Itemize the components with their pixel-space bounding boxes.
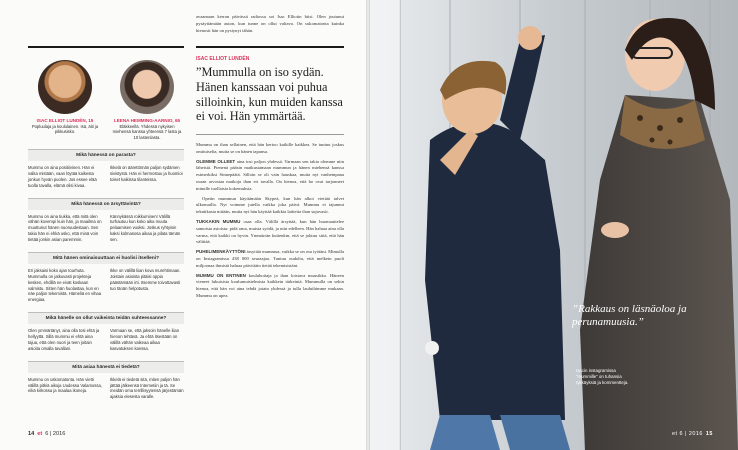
quote-box [196, 46, 344, 124]
answer-leena: Kännykässä roikkuminen! Välillä turhautuu kun koko aika muuta pelaamisen vuoksi. Joskus ryhtyisin kaksi kolmasosa aikaa ja pilata tämän sen. [110, 213, 181, 243]
answers [28, 377, 184, 401]
paragraph: Opetin mummun käyttämään Skypeä, kun hän alkoi viettää talvet ulkomailla. Nyt voimme jutella vaikka joka päivä. Mummu ei tajunnut tekniikasta mitään, mutta nyt hän käyttää kaikkia laitteita ihan sujuvasti. [196, 195, 344, 215]
profile-isac [28, 60, 102, 140]
answer-isac: Olen ymmärtänyt, aina olla tosi ehtä ja hellyyttä. Sillä mummu ei ehtä aina tajua, että olen nuori ja teen joitain asioita omalla tavallani. [28, 328, 100, 351]
answer-leena: Varmaan se, että jaksoin hänelle liian hienon tehtävä. Ja ehtä itsestään on välillä vähän vaikeaa aikaa kasvatuksen kanssa. [110, 328, 180, 351]
issue-number: 6 | 2016 [679, 431, 703, 437]
page-number: 15 [705, 431, 713, 437]
qa-block-5 [28, 361, 184, 401]
question: Mikä hänelle on ollut vaikeinta teidän suhteessanne? [28, 312, 184, 324]
avatar-isac [38, 60, 92, 114]
profile-desc: Popluulaja ja koululainen. Isä, äiti ja pikkusisko. [31, 123, 99, 135]
column-top-rule [28, 46, 184, 48]
photo-caption: Isacin instagramissa ”mummille” on tuhansia tykkäyksiä ja kommentteja. [576, 368, 629, 385]
answer-isac: Mummu on aina tiukka, että mitä olen vähän kovempi kuin hän, ja maailma on muuttunut hänen nuoruudestaan. Sen takia hän ei ehkä usko, että minä voin tietää jonkin asian paremmin. [28, 213, 102, 243]
qa-block-1 [28, 149, 184, 189]
right-page-footer [672, 431, 713, 437]
answers [28, 214, 184, 243]
answer-isac: Eri jaksaisi koko ajan tourhuta. Mummulla on jatkuvasti projekteja kesken, ehdillä ne eivät koskaan valmistu. Sitten hän huolastaa, kun en näe paljon tekemistä. Hämeliä en vihaa energiaa. [28, 267, 102, 303]
profiles [28, 60, 184, 140]
cover-photo [370, 0, 738, 450]
qa-block-4 [28, 312, 184, 352]
answers [28, 165, 184, 189]
issue-number: 6 | 2016 [45, 431, 66, 437]
qa-block-3 [28, 252, 184, 303]
avatar-leena [120, 60, 174, 114]
paragraph: TUKKAKIN MUMMU osaa olla. Välillä ärsyttää, kun hän huomauttelee samoista asioista: pidä oma, muista syödä, ja niin edelleen. Hän haluaa aina olla varma, että kaikki on hyvin. Ymmärrän kuitenkin, että se johtuu siitä, että hän välittää. [196, 218, 344, 245]
paragraph: OLEMME OLLEET aina tosi paljon yhdessä. Varmaan sen takia olemme niin läheisiä. Pienenä pääsin matkustamaan mummun ja hänen miehensä kanssa esimerkiksi Sinnepäätä. Silloin se oli vain hauskaa, mutta nyt vanhempana osaan arvostaa matkoja ihan eri tavalla. On hienoa, että ho ovat tarjonneet minulle tuollaisia kokemuksia. [196, 158, 344, 191]
paragraph: PUHELIMENKÄYTTÖNI ärsyttää mummua, vaikka se on osa työtäni. Mimulla on Instagramissa 438 000 seuraajaa. Tuntuu oudolta, että melkein puoli miljoonaa ihmistä haluaa päivittäin tietää tekemisistäni. [196, 249, 344, 268]
question: Mikä hänessä on ärsyttävintä? [28, 198, 184, 210]
quote-byline: ISAC ELLIOT LUNDÉN [196, 56, 250, 62]
paragraph: Mummu on ihan sellainen, että hän kertoo kaikille kaikkea. Se tuntuu joskus omituiselta, mutta se on hänen tapansa. [196, 142, 344, 154]
answer-leena: Ikkelä ei tiedetä sitä, miten paljon hän jättää jälkeensä Internetiin ja tä. Se meidän oma terrillisyytensä järjestämän ajaksia elesesta varalle. [110, 376, 184, 400]
answer-isac: Mummu on aina positiivinen. Hän ei valita mistään, vaan löytää kaikesta jonkun hyvän puolen. Jos essee elää tuolla tavalla, elämä olisi kivaa. [28, 165, 97, 188]
answer-leena: Ikkelä on äärettömän paljon sydämen sivistystä. Hän ei hermostuu ja huomioi toiset kaikissa tilanteissa. [110, 165, 183, 182]
answer-leena: Ikke on välillä liian kova murehtimaan. Joistain asioista pitäisi oppia päästämään irti. Itsemme toivottavasti tuo tänän helpotusta. [110, 267, 181, 291]
qa-block-2 [28, 198, 184, 243]
question: Mitä hänen ominaisuuttaan ei huolisi itselleni? [28, 252, 184, 264]
article-column [196, 46, 344, 303]
answers [28, 328, 184, 352]
answers [28, 268, 184, 303]
profile-name: ISAC ELLIOT LUNDÉN, 15 [36, 118, 94, 123]
question: Mikä hänessä on parasta? [28, 149, 184, 161]
article-body [196, 142, 344, 300]
question: Mitä asiaa hänestä ei tiedetä? [28, 361, 184, 373]
profile-leena [110, 60, 184, 140]
intro-text: avaamaan kerran päivässä radiossa soi Isac Elliotin biisi. Olen joutunut pysäyttämään auton, kun tunne on ollut valtava. On uskomatonta kuinka hienosti hän on pystynyt tähän. [196, 14, 344, 33]
photo-pull-quote: ”Rakkaus on läsnäoloa ja perunamuusia.” [572, 303, 687, 328]
right-page [370, 0, 738, 450]
paragraph: MUMMU ON ENTINEN kouluhoitaja ja ihan loistava muusikko. Häneen vieneet lukuisista koulumuistelmista kaikkein tärkeintä. Mummulla on sekin hienoa, että hän voi aina tehdä jotain yhdessä ja tulla lauluihimme mukaan. Mummu on upea. [196, 272, 344, 298]
profile-desc: Eläkkeellä. Yhdessä nykyisen miehensä kanssa yhteensä 7 lasta ja 10 lastenlasta. [112, 123, 182, 140]
qa-column [28, 46, 184, 400]
answer-isac: Mummu on uskomatonta. Hän vietti välillä pitkiä aikoja Uudessa Valamossa, eikä kirkossa ja maalaa ikoneja. [28, 376, 102, 394]
page-number: 14 [28, 431, 35, 437]
profile-name: LEENA HEMMING-AARNIO, 65 [113, 118, 181, 123]
pull-quote: ”Mummulla on iso sydän. Hänen kanssaan voi puhua silloinkin, kun muiden kanssa ei voi. Hän ymmärtää. [196, 65, 343, 124]
left-page-footer [28, 431, 65, 437]
magazine-logo: et [37, 431, 43, 437]
magazine-logo: et [672, 431, 678, 437]
quote-divider [196, 134, 344, 135]
